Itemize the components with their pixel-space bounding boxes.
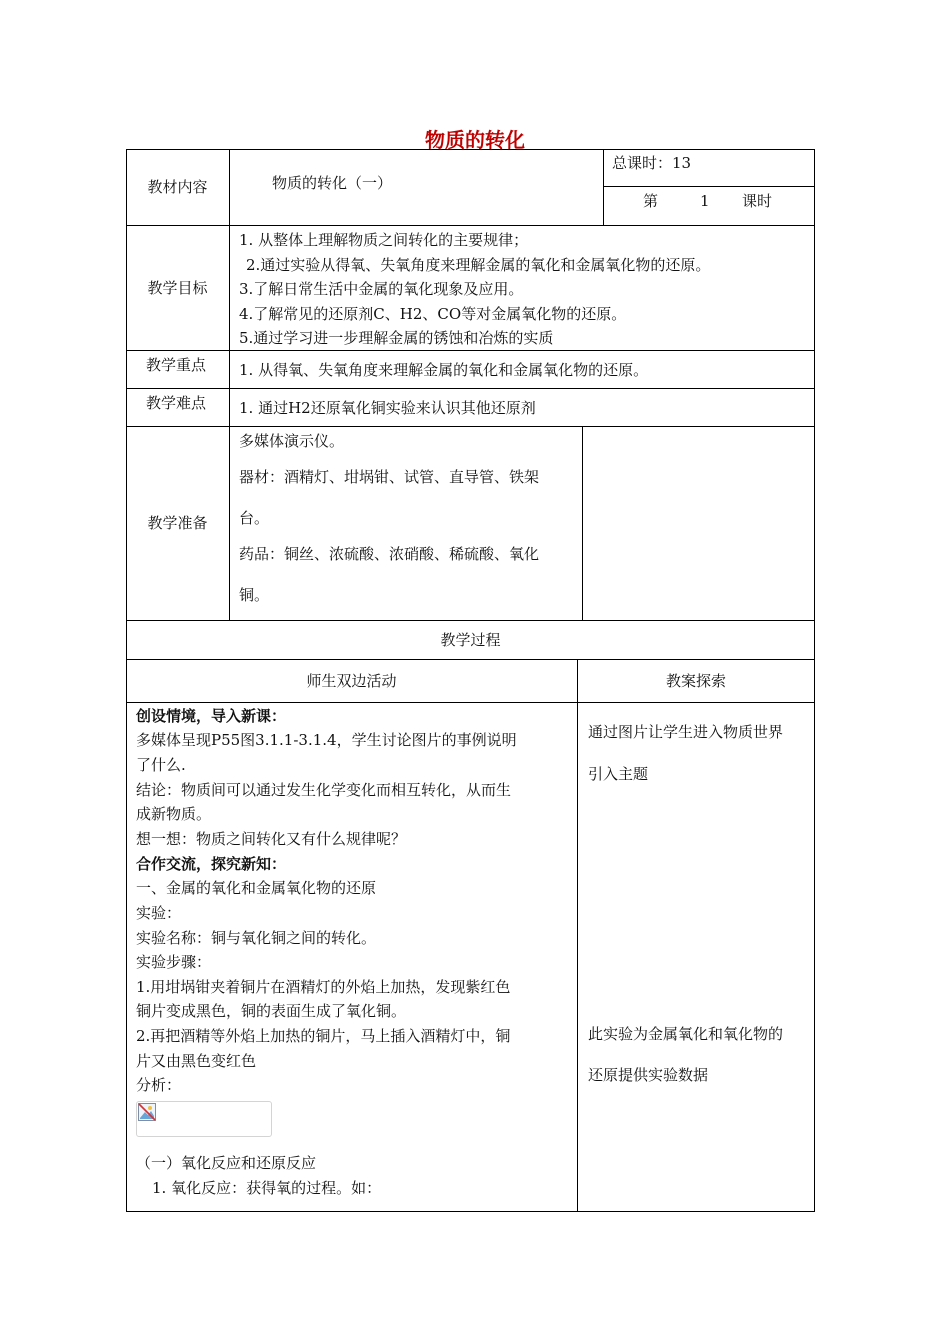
col-divider — [577, 659, 578, 1212]
objective-item: 2.通过实验从得氧、失氧角度来理解金属的氧化和金属氧化物的还原。 — [246, 256, 711, 274]
note-line: 引入主题 — [588, 765, 649, 783]
activity-line: 想一想：物质之间转化又有什么规律呢？ — [136, 830, 407, 848]
page-title: 物质的转化 — [425, 128, 525, 152]
label-preparation: 教学准备 — [147, 514, 208, 532]
activity-line: 多媒体呈现P55图3.1.1-3.1.4，学生讨论图片的事例说明 — [136, 731, 517, 749]
activity-line: 实验步骤： — [136, 953, 212, 971]
activity-line: 结论：物质间可以通过发生化学变化而相互转化，从而生 — [136, 781, 512, 799]
preparation-line: 铜。 — [239, 586, 270, 604]
col-right-heading: 教案探索 — [665, 671, 726, 690]
broken-image-icon — [138, 1103, 156, 1121]
preparation-line: 器材：酒精灯、坩埚钳、试管、直导管、铁架 — [239, 468, 540, 486]
activity-line: 分析： — [136, 1076, 182, 1094]
activity-line: 合作交流，探究新知： — [136, 855, 287, 873]
lesson-unit: 课时 — [742, 192, 773, 210]
label-difficulties: 教学难点 — [146, 394, 207, 412]
note-line: 此实验为金属氧化和氧化物的 — [588, 1025, 784, 1043]
activity-line: 了什么. — [136, 756, 186, 774]
note-line: 通过图片让学生进入物质世界 — [588, 723, 784, 741]
col-divider — [603, 149, 604, 225]
col-divider — [582, 426, 583, 620]
activity-line: 铜片变成黑色，铜的表面生成了氧化铜。 — [136, 1002, 407, 1020]
objective-item: 4.了解常见的还原剂C、H2、CO等对金属氧化物的还原。 — [239, 305, 627, 323]
total-hours: 总课时：13 — [612, 154, 692, 172]
row-divider — [603, 186, 815, 187]
objective-item: 5.通过学习进一步理解金属的锈蚀和冶炼的实质 — [239, 329, 554, 347]
activity-line: 实验： — [136, 904, 182, 922]
label-objectives: 教学目标 — [147, 278, 208, 297]
activity-line: 一、金属的氧化和金属氧化物的还原 — [136, 879, 377, 897]
activity-line: 成新物质。 — [136, 805, 212, 823]
activity-line: 实验名称：铜与氧化铜之间的转化。 — [136, 929, 377, 947]
activity-line: 1. 氧化反应：获得氧的过程。如： — [152, 1179, 382, 1197]
key-points-text: 1. 从得氧、失氧角度来理解金属的氧化和金属氧化物的还原。 — [239, 361, 649, 379]
lesson-num: 1 — [700, 192, 710, 210]
activity-line: 1.用坩埚钳夹着铜片在酒精灯的外焰上加热，发现紫红色 — [136, 978, 511, 996]
objective-item: 3.了解日常生活中金属的氧化现象及应用。 — [239, 280, 524, 298]
content-title: 物质的转化（一） — [272, 174, 393, 192]
preparation-line: 台。 — [239, 509, 270, 527]
objective-item: 1. 从整体上理解物质之间转化的主要规律； — [239, 231, 529, 249]
image-placeholder — [136, 1101, 272, 1137]
preparation-line: 多媒体演示仪。 — [239, 432, 345, 450]
col-divider — [229, 149, 230, 225]
note-line: 还原提供实验数据 — [588, 1066, 709, 1084]
activity-line: 创设情境，导入新课： — [136, 707, 287, 725]
activity-line: 2.再把酒精等外焰上加热的铜片，马上插入酒精灯中，铜 — [136, 1027, 511, 1045]
label-content: 教材内容 — [147, 178, 208, 196]
col-left-heading: 师生双边活动 — [306, 671, 397, 690]
row-divider — [126, 702, 815, 703]
activity-line: 片又由黑色变红色 — [136, 1052, 257, 1070]
preparation-line: 药品：铜丝、浓硫酸、浓硝酸、稀硫酸、氧化 — [239, 545, 540, 563]
label-key-points: 教学重点 — [146, 356, 207, 374]
process-heading: 教学过程 — [440, 630, 501, 649]
activity-line: （一）氧化反应和还原反应 — [136, 1154, 317, 1172]
lesson-di: 第 — [643, 192, 659, 210]
col-divider — [229, 225, 230, 620]
difficulties-text: 1. 通过H2还原氧化铜实验来认识其他还原剂 — [239, 399, 536, 417]
